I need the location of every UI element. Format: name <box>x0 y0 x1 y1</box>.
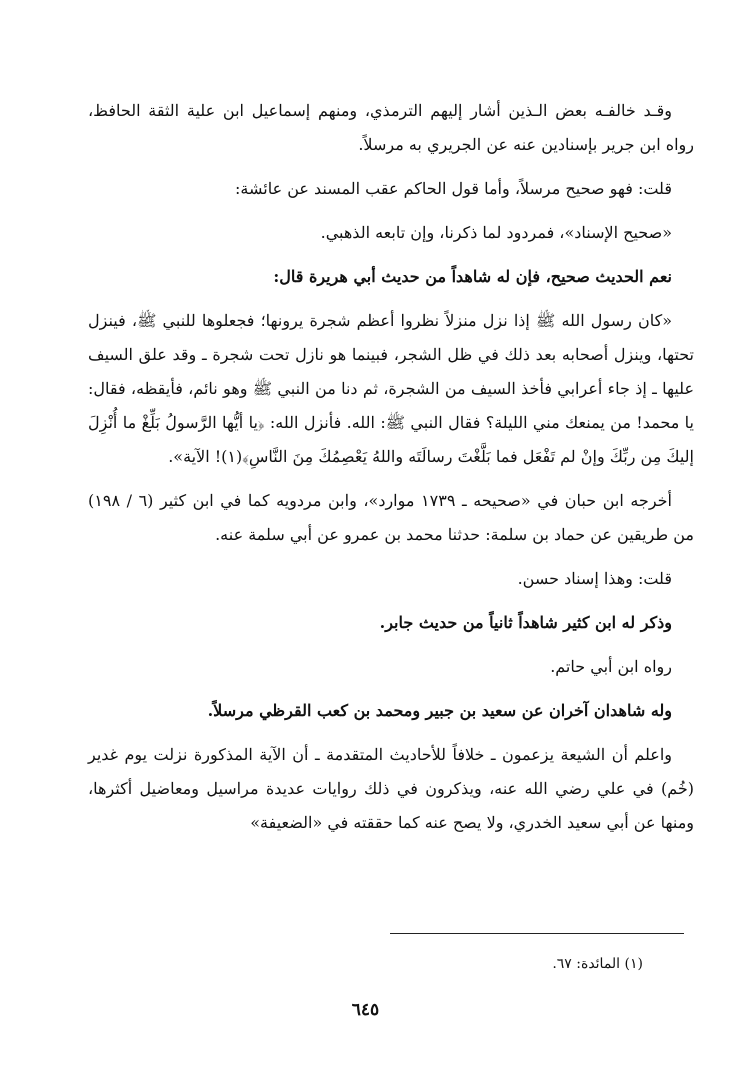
footnote-divider <box>390 933 684 934</box>
paragraph-11: واعلم أن الشيعة يزعمون ـ خلافاً للأحاديث المتقدمة ـ أن الآية المذكورة نزلت يوم غدير (خُم) في علي رضي الله عنه، ويذكرون في ذلك روايات عديدة مراسيل ومعاضيل أكثرها، ومنها عن أبي سعيد الخدري، ولا يصح عنه كما حققته في «الضعيفة» <box>88 745 694 832</box>
hadith-quote: «كان رسول الله ﷺ إذا نزل منزلاً نظروا أعظم شجرة يرونها؛ فجعلوها للنبي ﷺ، فينزل تحتها، وينزل أصحابه بعد ذلك في ظل الشجر، فبينما هو نازل تحت شجرة ـ وقد علق السيف عليها ـ إذ جاء أعرابي فأخذ السيف من الشجرة، ثم دنا من النبي ﷺ وهو نائم، فأيقظه، فقال: يا محمد! من يمنعك مني الليلة؟ فقال النبي ﷺ: الله. فأنزل الله: ﴿يا أيُّها الرَّسولُ بَلِّغْ ما أُنْزِلَ إليكَ مِن ربِّكَ وإنْ لم تَفْعَل فما بَلَّغْتَ رسالَتَه واللهُ يَعْصِمُكَ مِنَ النَّاسِ﴾(١)! الآية». <box>88 311 694 466</box>
paragraph-4: نعم الحديث صحيح، فإن له شاهداً من حديث أبي هريرة قال: <box>273 267 672 286</box>
paragraph-7: قلت: وهذا إسناد حسن. <box>517 569 672 588</box>
paragraph-6: أخرجه ابن حبان في «صحيحه ـ ١٧٣٩ موارد»، وابن مردويه كما في ابن كثير (٦ / ١٩٨) من طريقين عن حماد بن سلمة: حدثنا محمد بن عمرو عن أبي سلمة عنه. <box>88 491 694 544</box>
paragraph-2: قلت: فهو صحيح مرسلاً، وأما قول الحاكم عقب المسند عن عائشة: <box>235 179 672 198</box>
paragraph-8: وذكر له ابن كثير شاهداً ثانياً من حديث جابر. <box>379 613 672 632</box>
footnote: (١) المائدة: ٦٧. <box>552 956 643 972</box>
paragraph-3: «صحيح الإسناد»، فمردود لما ذكرنا، وإن تابعه الذهبي. <box>320 223 672 242</box>
body-text <box>88 94 694 850</box>
paragraph-9: رواه ابن أبي حاتم. <box>550 657 672 676</box>
paragraph-1: وقـد خالفـه بعض الـذين أشار إليهم الترمذي، ومنهم إسماعيل ابن علية الثقة الحافظ، رواه ابن جرير بإسنادين عنه عن الجريري به مرسلاً. <box>88 101 694 154</box>
page-number: ٦٤٥ <box>351 1000 380 1020</box>
paragraph-10: وله شاهدان آخران عن سعيد بن جبير ومحمد بن كعب القرظي مرسلاً. <box>207 701 672 720</box>
